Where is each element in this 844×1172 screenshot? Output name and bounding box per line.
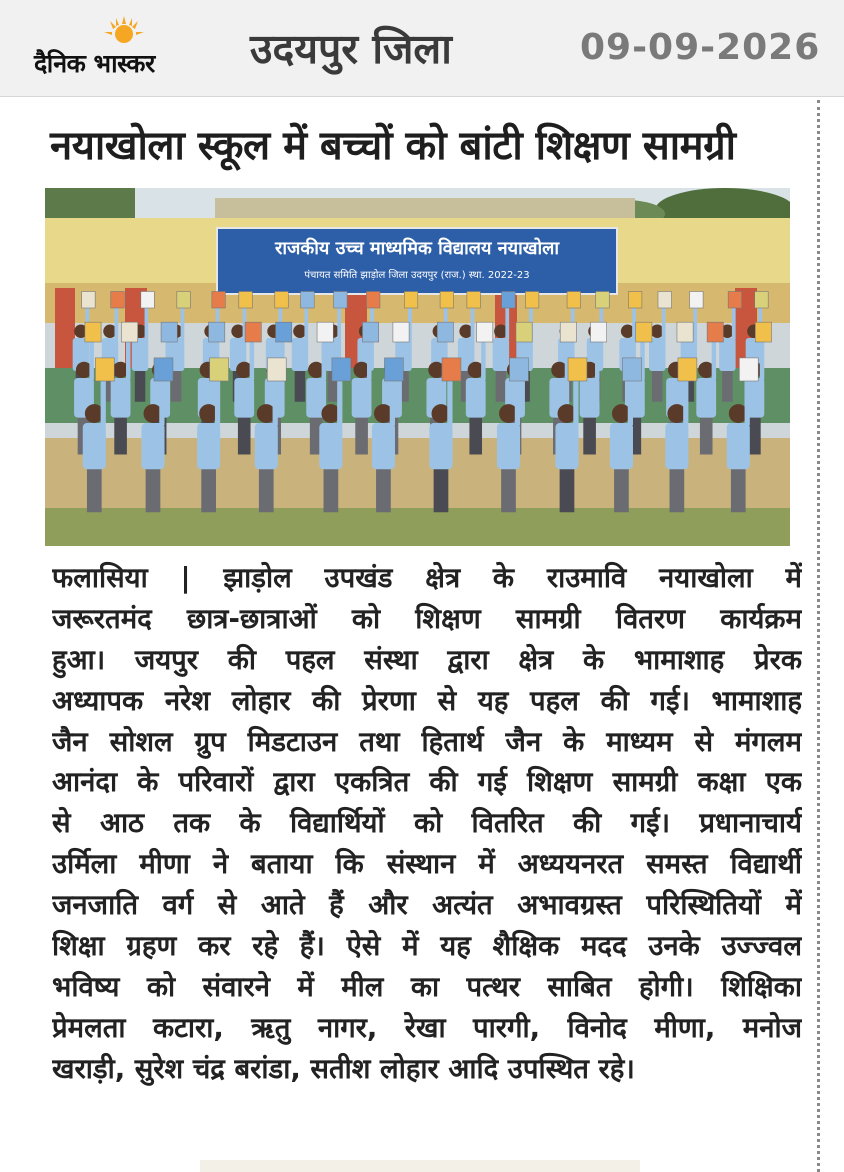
body-line: जनजाति वर्ग से आते हैं और अत्यंत अभावग्रस्त परिस्थितियों में [52,889,802,922]
body-line: हुआ। जयपुर की पहल संस्था द्वारा क्षेत्र के भामाशाह प्रेरक [52,643,802,676]
article-body [52,558,802,1090]
column-divider [817,100,820,1172]
body-line: फलासिया | झाड़ोल उपखंड क्षेत्र के राउमावि नयाखोला में [52,562,802,594]
article-headline: नयाखोला स्कूल में बच्चों को बांटी शिक्षण सामग्री [50,123,736,169]
body-line: आनंदा के परिवारों द्वारा एकत्रित की गई शिक्षण सामग्री कक्षा एक [52,766,802,799]
body-line: से आठ तक के विद्यार्थियों को वितरित की गई। प्रधानाचार्य [52,807,802,840]
newspaper-header [0,0,844,97]
body-line: जरूरतमंद छात्र-छात्राओं को शिक्षण सामग्री वितरण कार्यक्रम [52,602,802,635]
body-line: शिक्षा ग्रहण कर रहे हैं। ऐसे में यह शैक्षिक मदद उनके उज्ज्वल [52,930,802,963]
dainik-bhaskar-logo [34,16,204,82]
body-line: जैन सोशल ग्रुप मिडटाउन तथा हितार्थ जैन के माध्यम से मंगलम [52,725,802,758]
sun-logo-icon [102,16,146,46]
body-line: उर्मिला मीणा ने बताया कि संस्थान में अध्ययनरत समस्त विद्यार्थी [52,848,802,881]
district-title: उदयपुर जिला [250,25,452,73]
body-line: खराड़ी, सुरेश चंद्र बरांडा, सतीश लोहार आदि उपस्थित रहे। [52,1052,635,1085]
body-line: भविष्य को संवारने में मील का पत्थर साबित होगी। शिक्षिका [52,970,802,1003]
body-line: अध्यापक नरेश लोहार की प्रेरणा से यह पहल की गई। भामाशाह [52,684,802,717]
logo-text: दैनिक भास्कर [34,49,155,78]
article-photo [45,188,790,546]
bottom-edge [200,1160,640,1172]
school-banner-subtext: पंचायत समिति झाड़ोल जिला उदयपुर (राज.) स्था. 2022-23 [304,270,530,281]
school-banner-text: राजकीय उच्च माध्यमिक विद्यालय नयाखोला [275,238,559,259]
body-line: प्रेमलता कटारा, ऋतु नागर, रेखा पारगी, विनोद मीणा, मनोज [52,1011,802,1044]
edition-date: 09-09-2026 [580,27,821,68]
